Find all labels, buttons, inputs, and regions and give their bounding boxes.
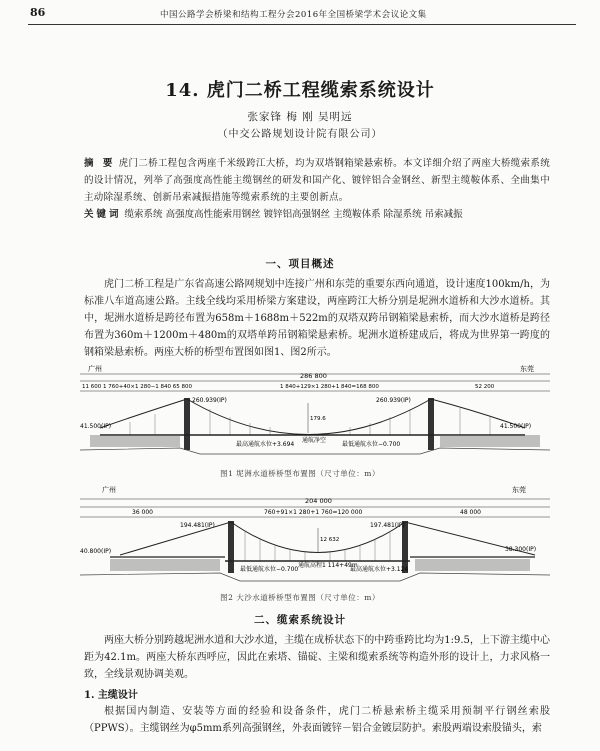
fig2-left-tower-ip: 194.481(IP) — [180, 522, 215, 529]
fig2-hangers — [245, 531, 390, 561]
section-heading-overview: 一、项目概述 — [265, 258, 335, 270]
figure1-caption: 图1 坭洲水道桥桥型布置图（尺寸单位：m） — [220, 469, 380, 478]
fig1-left-label: 广州 — [88, 365, 102, 373]
fig1-sag: 179.6 — [310, 416, 326, 422]
keywords — [84, 206, 550, 223]
fig2-left-label: 广州 — [102, 486, 116, 494]
fig2-water-high: 最高通航水位+3.124 — [350, 566, 409, 573]
fig1-right-tower — [428, 398, 434, 450]
paper-title: 14. 虎门二桥工程缆索系统设计 — [165, 80, 435, 101]
fig1-left-anchor-ip: 41.500(IP) — [80, 423, 112, 430]
header-rule — [28, 24, 576, 25]
abstract — [84, 155, 550, 206]
section-cable-system-text: 两座大桥分别跨越坭洲水道和大沙水道，主缆在成桥状态下的中跨垂跨比均为1:9.5，上下游主缆中心距为42.1m。两座大桥东西呼应，因此在索塔、锚碇、主梁和缆索系统等构造外形的设计上，力求风格一致，全线景观协调美观。 — [84, 635, 550, 680]
fig2-right-label: 东莞 — [512, 486, 526, 494]
fig2-sag: 12 632 — [320, 537, 340, 543]
running-header: 中国公路学会桥梁和结构工程分会2016年全国桥梁学术会议论文集 — [160, 10, 427, 20]
fig2-span-right: 48 000 — [460, 509, 481, 516]
affiliation: （中交公路规划设计院有限公司） — [217, 129, 383, 140]
fig1-right-tower-ip: 260.939(IP) — [376, 397, 411, 404]
fig1-left-tower — [184, 398, 190, 450]
fig2-left-anchor-ip: 40.800(IP) — [80, 548, 112, 555]
subsection-heading-main-cable: 1. 主缆设计 — [84, 690, 138, 701]
fig1-nav: 通航净空 — [302, 437, 327, 444]
fig2-left-tower — [228, 521, 234, 573]
fig2-right-tower-ip: 197.481(IP) — [370, 522, 405, 529]
figure1-bridge-elevation — [80, 362, 550, 467]
fig1-right-anchor-ip: 41.500(IP) — [500, 423, 532, 430]
keywords-text: 缆索系统 高强度高性能索用钢丝 镀锌铝高强钢丝 主缆鞍体系 除湿系统 吊索减振 — [124, 209, 463, 220]
fig2-nav: 通航高程1 114+49m — [298, 562, 358, 569]
figure2-bridge-elevation — [80, 483, 550, 591]
fig1-water-low: 最高通航水位+3.694 — [236, 441, 295, 448]
fig2-total-dim: 204 000 — [305, 497, 332, 505]
fig2-span-mid: 760+91×1 280+1 760=120 000 — [264, 509, 363, 516]
fig1-span-left: 11 600 1 760+40×1 280−1 840 65 800 — [82, 384, 193, 390]
fig1-span-mid: 1 840+129×1 280+1 840=168 800 — [280, 384, 379, 390]
fig1-right-label: 东莞 — [520, 365, 534, 373]
abstract-label: 摘 要 — [84, 158, 116, 169]
abstract-text: 虎门二桥工程包含两座千米级跨江大桥，均为双塔钢箱梁悬索桥。本文详细介绍了两座大桥缆索系统的设计情况，列举了高强度高性能主缆钢丝的研发和国产化、镀锌铝合金钢丝、新型主缆鞍体系、全曲集中主动除湿系统、创新吊索减振措施等缆索系统的主要创新点。 — [84, 158, 551, 203]
fig2-span-left: 36 000 — [132, 509, 153, 516]
fig2-water-low: 最低通航水位−0.700 — [240, 566, 299, 573]
fig1-water-high: 最低通航水位−0.700 — [342, 441, 401, 448]
figure2-caption: 图2 大沙水道桥桥型布置图（尺寸单位：m） — [220, 593, 380, 602]
keywords-label: 关键词 — [84, 209, 122, 220]
section-overview-text: 虎门二桥工程是广东省高速公路网规划中连接广州和东莞的重要东西向通道，设计速度100km/h，为标准八车道高速公路。主线全线均采用桥梁方案建设，两座跨江大桥分别是坭洲水道桥和大沙水道桥。其中，坭洲水道桥是跨径布置为658m＋1688m＋522m的双塔双跨吊钢箱梁悬索桥，而大沙水道桥是跨径布置为360m＋1200m＋480m的双塔单跨吊钢箱梁悬索桥。坭洲水道桥建成后，将成为世界第一跨度的钢箱梁悬索桥。两座大桥的桥型布置图如图1、图2所示。 — [84, 279, 550, 358]
fig1-left-tower-ip: 260.939(IP) — [192, 397, 227, 404]
section-heading-cable-system: 二、缆索系统设计 — [254, 614, 346, 626]
fig2-right-anchor-ip: 38.300(IP) — [505, 546, 537, 553]
subsection-main-cable-text: 根据国内制造、安装等方面的经验和设备条件，虎门二桥悬索桥主缆采用预制平行钢丝索股（PPWS）。主缆钢丝为φ5mm系列高强钢丝，外表面镀锌－铝合金镀层防护。索股两端设索股锚头，索 — [84, 706, 550, 734]
fig1-span-right: 52 200 — [475, 384, 495, 390]
fig1-total-dim: 286 800 — [300, 372, 327, 380]
authors: 张家锋 梅 刚 吴明远 — [247, 111, 353, 123]
page-number: 86 — [30, 6, 46, 19]
